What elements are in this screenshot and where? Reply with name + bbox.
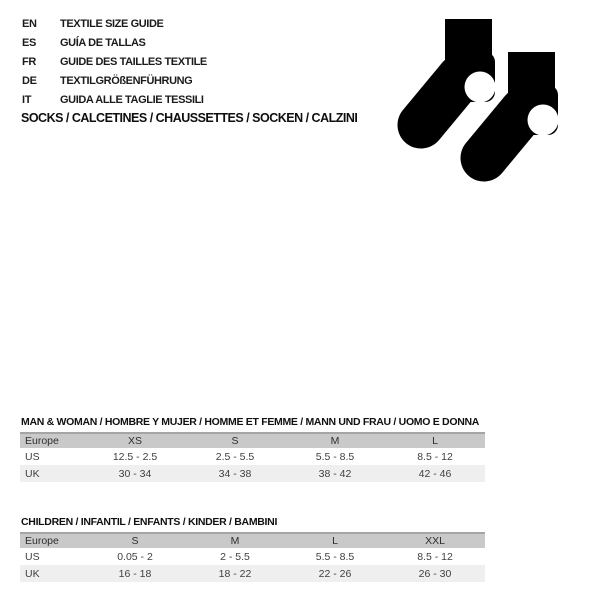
- language-row-de: [22, 71, 207, 90]
- column-header-size: S: [231, 435, 239, 447]
- adult-header-row: [20, 433, 485, 448]
- column-header-size: M: [230, 535, 240, 547]
- size-value: 8.5 - 12: [417, 550, 453, 563]
- language-row-fr: [22, 52, 207, 71]
- adult-size-table-section: [20, 416, 485, 482]
- size-value: 18 - 22: [218, 567, 252, 580]
- size-value: 0.05 - 2: [117, 550, 153, 563]
- language-label: GUÍA DE TALLAS: [60, 36, 146, 49]
- table-row-uk: [20, 565, 485, 582]
- language-code: DE: [22, 74, 37, 87]
- language-code: EN: [22, 17, 37, 30]
- language-code: FR: [22, 55, 37, 68]
- language-label: TEXTILE SIZE GUIDE: [60, 17, 164, 30]
- table-row-uk: [20, 465, 485, 482]
- children-header-row: [20, 533, 485, 548]
- size-value: 30 - 34: [118, 467, 152, 480]
- column-header-region: Europe: [25, 435, 59, 447]
- category-title: SOCKS / CALCETINES / CHAUSSETTES / SOCKEN / CALZINI: [21, 111, 358, 125]
- column-header-size: S: [131, 535, 139, 547]
- size-value: 34 - 38: [218, 467, 252, 480]
- column-header-region: Europe: [25, 535, 59, 547]
- size-value: 2 - 5.5: [220, 550, 250, 563]
- children-size-table: [20, 532, 485, 582]
- column-header-size: XXL: [425, 535, 445, 547]
- size-value: 5.5 - 8.5: [315, 450, 355, 463]
- row-label: UK: [25, 467, 40, 480]
- language-code: IT: [22, 93, 32, 106]
- column-header-size: XS: [127, 435, 142, 447]
- children-table-title: CHILDREN / INFANTIL / ENFANTS / KINDER / BAMBINI: [21, 516, 278, 528]
- row-label: UK: [25, 567, 40, 580]
- row-label: US: [25, 550, 40, 563]
- size-value: 38 - 42: [318, 467, 352, 480]
- column-header-size: L: [432, 435, 438, 447]
- row-label: US: [25, 450, 40, 463]
- language-row-en: [22, 14, 207, 33]
- table-row-us: [20, 448, 485, 465]
- socks-icon-svg: [394, 6, 574, 186]
- language-row-es: [22, 33, 207, 52]
- adult-table-title: MAN & WOMAN / HOMBRE Y MUJER / HOMME ET FEMME / MANN UND FRAU / UOMO E DONNA: [21, 416, 480, 428]
- adult-size-table: [20, 432, 485, 482]
- children-size-table-section: [20, 516, 485, 582]
- language-label: GUIDE DES TAILLES TEXTILE: [60, 55, 207, 68]
- language-label: GUIDA ALLE TAGLIE TESSILI: [60, 93, 204, 106]
- size-value: 8.5 - 12: [417, 450, 453, 463]
- size-value: 26 - 30: [418, 567, 452, 580]
- column-header-size: L: [332, 535, 338, 547]
- size-value: 2.5 - 5.5: [215, 450, 255, 463]
- size-value: 5.5 - 8.5: [315, 550, 355, 563]
- socks-icon: [394, 6, 574, 186]
- language-code: ES: [22, 36, 37, 49]
- size-value: 22 - 26: [318, 567, 352, 580]
- size-value: 16 - 18: [118, 567, 152, 580]
- language-row-it: [22, 90, 207, 109]
- size-value: 42 - 46: [418, 467, 452, 480]
- table-row-us: [20, 548, 485, 565]
- size-value: 12.5 - 2.5: [112, 450, 158, 463]
- language-label: TEXTILGRÖßENFÜHRUNG: [60, 74, 193, 87]
- column-header-size: M: [330, 435, 340, 447]
- language-list: [22, 14, 207, 109]
